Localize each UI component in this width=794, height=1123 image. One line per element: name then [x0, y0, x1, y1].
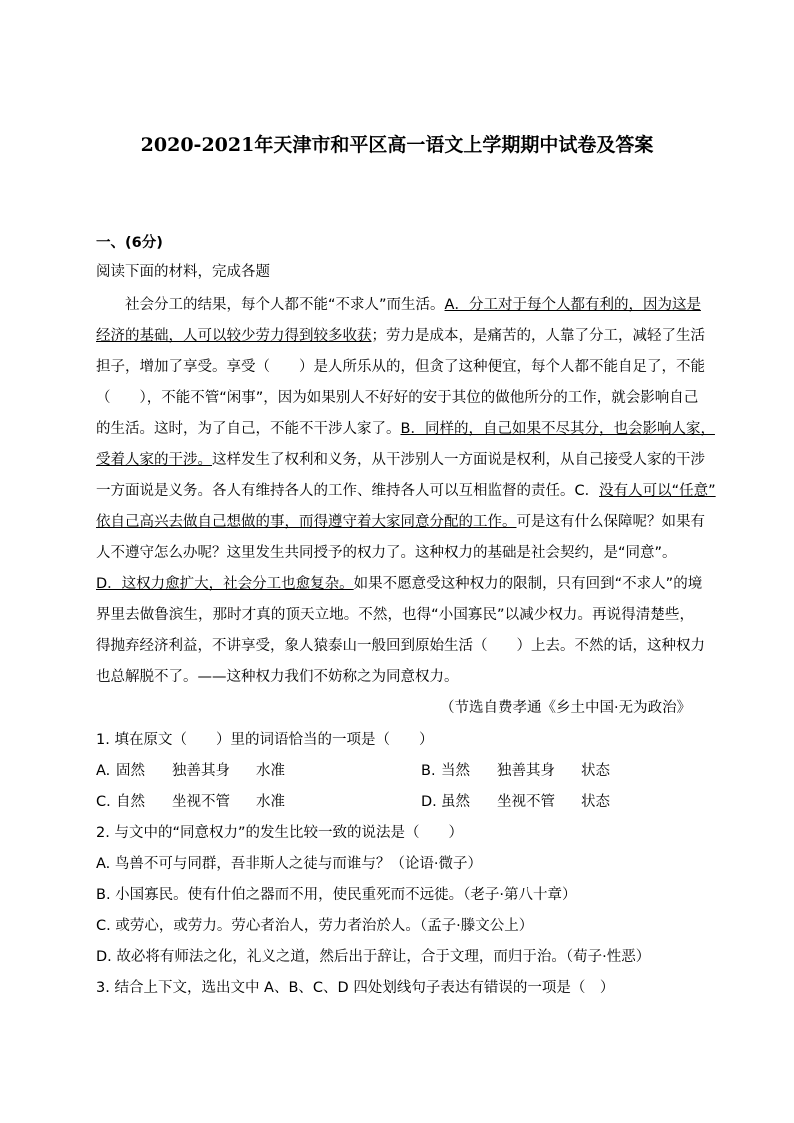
underlined-sentence: A．分工对于每个人都有利的，因为这是: [444, 297, 701, 313]
citation: （节选自费孝通《乡土中国·无为政治》: [440, 700, 692, 716]
passage-text: 社会分工的结果，每个人都不能“不求人”而生活。: [96, 297, 445, 313]
passage-line: [96, 512, 705, 532]
passage-line: [96, 357, 705, 377]
question-2-option-c: C. 或劳心，或劳力。劳心者治人，劳力者治於人。（孟子·滕文公上）: [96, 918, 534, 934]
underlined-sentence: 依自己高兴去做自己想做的事，而得遵守着大家同意分配的工作。: [96, 514, 517, 530]
option-word: 坐视不管: [172, 794, 230, 810]
underlined-sentence: 受着人家的干涉。: [96, 452, 212, 468]
option-word: 状态: [581, 763, 610, 779]
option-word: 虽然: [441, 794, 470, 810]
underlined-sentence: 经济的基础，人可以较少劳力得到较多收获: [96, 328, 372, 344]
passage-line: [96, 636, 705, 656]
instruction: 阅读下面的材料，完成各题: [96, 264, 270, 280]
question-2-option-d: D. 故必将有师法之化，礼义之道，然后出于辞让，合于文理，而归于治。（荀子·性恶）: [96, 949, 651, 965]
question-2-option-b: B. 小国寡民。使有什伯之器而不用，使民重死而不远徙。（老子·第八十章）: [96, 887, 577, 903]
underlined-sentence: B．同样的，自己如果不尽其分，也会影响人家，: [400, 421, 715, 437]
passage-text: 一方面说是义务。各人有维持各人的工作、维持各人可以互相监督的责任。C．: [96, 483, 600, 499]
passage-text: 人不遵守怎么办呢？这里发生共同授予的权力了。这种权力的基础是社会契约，是“同意”。: [96, 545, 677, 561]
passage-text: 担子，增加了享受。享受（ ）是人所乐从的，但贪了这种便宜，每个人都不能自足了，不能: [96, 359, 705, 375]
option-word: 独善其身: [172, 763, 230, 779]
option-label: B.: [421, 763, 436, 779]
passage-text: 如果不愿意受这种权力的限制，只有回到“不求人”的境: [353, 576, 703, 592]
option-word: 自然: [116, 794, 145, 810]
passage-text: ；劳力是成本，是痛苦的，人靠了分工，减轻了生活: [371, 328, 705, 344]
question-2-option-a: A. 鸟兽不可与同群，吾非斯人之徒与而谁与？（论语·微子）: [96, 856, 482, 872]
passage-line: [96, 450, 705, 470]
passage-text: （ ），不能不管“闲事”，因为如果别人不好好的安于其位的做他所分的工作，就会影响自己: [96, 390, 699, 406]
option-word: 状态: [581, 794, 610, 810]
option-word: 水准: [256, 763, 285, 779]
passage-line: [96, 481, 716, 501]
passage-text: 得抛弃经济利益，不讲享受，象人猿泰山一般回到原始生活（ ）上去。不然的话，这种权力: [96, 638, 705, 654]
option-label: C.: [96, 794, 111, 810]
option-label: D.: [421, 794, 437, 810]
passage-text: 界里去做鲁滨生，那时才真的顶天立地。不然，也得“小国寡民”以减少权力。再说得清楚些，: [96, 607, 694, 623]
option-word: 独善其身: [497, 763, 555, 779]
question-1-stem: 1. 填在原文（ ）里的词语恰当的一项是（ ）: [96, 732, 434, 748]
option-word: 固然: [116, 763, 145, 779]
passage-line: [96, 326, 705, 346]
underlined-sentence: D．这权力愈扩大，社会分工也愈复杂。: [96, 576, 354, 592]
passage-line: [96, 419, 715, 439]
question-3-stem: 3. 结合上下文，选出文中 A、B、C、D 四处划线句子表达有错误的一项是（ ）: [96, 980, 615, 996]
passage-line: [96, 295, 701, 315]
passage-line: [96, 574, 703, 594]
passage-text: 也总解脱不了。——这种权力我们不妨称之为同意权力。: [96, 669, 459, 685]
option-word: 坐视不管: [497, 794, 555, 810]
section-heading: 一、(6分): [96, 235, 163, 251]
passage-text: 这样发生了权利和义务，从干涉别人一方面说是权利，从自己接受人家的干涉: [212, 452, 705, 468]
question-2-stem: 2. 与文中的“同意权力”的发生比较一致的说法是（ ）: [96, 825, 463, 841]
passage-line: [96, 605, 694, 625]
underlined-sentence: 没有人可以“任意”: [599, 483, 716, 499]
passage-line: [96, 667, 459, 687]
passage-line: [96, 543, 677, 563]
passage-line: [96, 388, 699, 408]
option-word: 水准: [256, 794, 285, 810]
passage-text: 的生活。这时，为了自己，不能不干涉人家了。: [96, 421, 401, 437]
option-label: A.: [96, 763, 111, 779]
option-word: 当然: [441, 763, 470, 779]
passage-text: 可是这有什么保障呢？如果有: [516, 514, 705, 530]
document-title: 2020-2021年天津市和平区高一语文上学期期中试卷及答案: [140, 134, 654, 156]
